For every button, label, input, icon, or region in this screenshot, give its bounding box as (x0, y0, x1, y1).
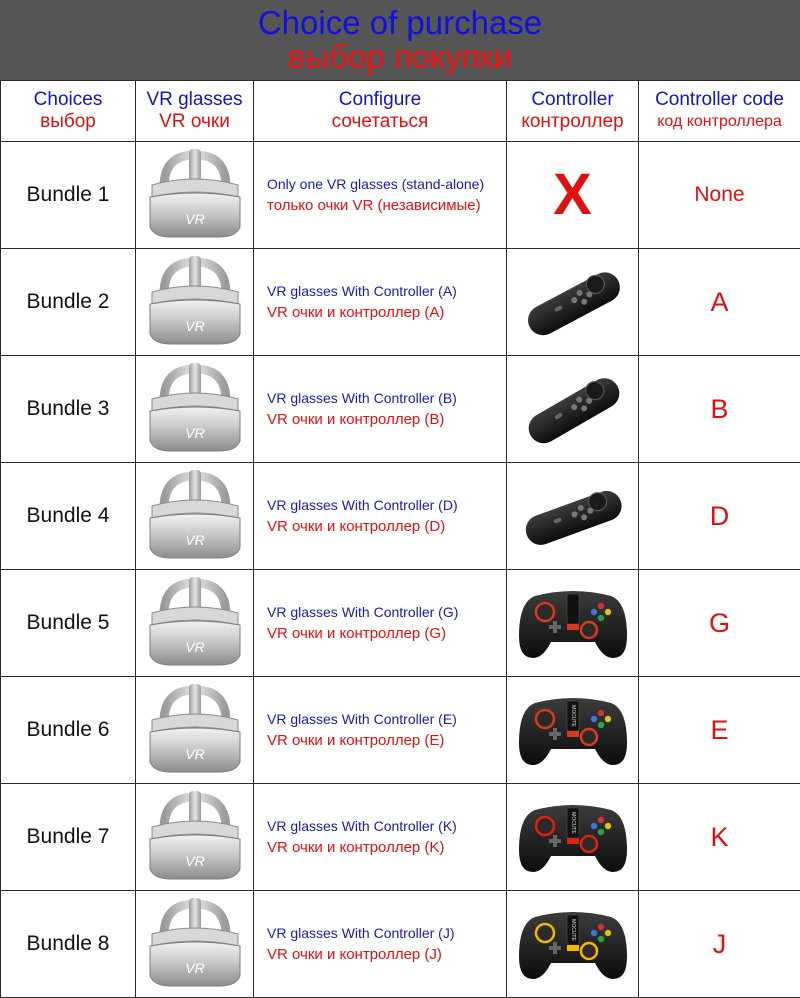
vr-logo-text: VR (185, 746, 204, 762)
gamepad-e-icon (515, 689, 631, 771)
config-russian: VR очки и контроллер (G) (267, 623, 506, 645)
header-controller (507, 81, 639, 142)
config-russian: VR очки и контроллер (D) (267, 516, 506, 538)
configure-cell (254, 891, 507, 998)
config-english: VR glasses With Controller (J) (267, 922, 506, 944)
config-english: VR glasses With Controller (D) (267, 494, 506, 516)
vr-glasses-cell (136, 891, 254, 998)
controller-brand-text: MOCUTE (570, 812, 576, 834)
controller-cell (507, 249, 639, 356)
header-vr-glasses (136, 81, 254, 142)
table-row (1, 784, 800, 891)
bundle-label: Bundle 7 (1, 784, 136, 891)
config-russian: только очки VR (независимые) (267, 195, 506, 217)
controller-cell (507, 677, 639, 784)
vr-goggles-icon (140, 896, 250, 992)
vr-glasses-cell (136, 249, 254, 356)
bundle-label: Bundle 8 (1, 891, 136, 998)
controller-cell (507, 142, 639, 249)
table-row (1, 677, 800, 784)
bundle-label: Bundle 2 (1, 249, 136, 356)
bundle-label: Bundle 4 (1, 463, 136, 570)
vr-goggles-icon (140, 789, 250, 885)
controller-code: B (639, 356, 800, 463)
vr-goggles-icon (140, 361, 250, 457)
config-english: VR glasses With Controller (K) (267, 815, 506, 837)
remote-controller-d-icon (513, 471, 633, 561)
controller-code: J (639, 891, 800, 998)
vr-logo-text: VR (185, 639, 204, 655)
controller-cell (507, 891, 639, 998)
vr-goggles-icon (140, 468, 250, 564)
bundle-label: Bundle 5 (1, 570, 136, 677)
vr-goggles-icon (140, 682, 250, 778)
title-banner (0, 0, 800, 80)
gamepad-j-icon (515, 903, 631, 985)
vr-logo-text: VR (185, 211, 204, 227)
header-controller-code (639, 81, 800, 142)
config-russian: VR очки и контроллер (A) (267, 302, 506, 324)
controller-cell (507, 570, 639, 677)
header-controller-ru: контроллер (507, 111, 638, 133)
configure-cell (254, 142, 507, 249)
table-header-row (1, 81, 800, 142)
configure-cell (254, 463, 507, 570)
vr-goggles-icon (140, 147, 250, 243)
vr-glasses-cell (136, 784, 254, 891)
bundle-table (0, 80, 800, 998)
controller-code: K (639, 784, 800, 891)
config-russian: VR очки и контроллер (J) (267, 944, 506, 966)
config-russian: VR очки и контроллер (B) (267, 409, 506, 431)
vr-glasses-cell (136, 677, 254, 784)
header-controller-code-ru: код контроллера (639, 111, 800, 133)
vr-logo-text: VR (185, 425, 204, 441)
controller-code: None (639, 142, 800, 249)
controller-code: E (639, 677, 800, 784)
controller-brand-text: MOCUTE (570, 919, 576, 941)
vr-goggles-icon (140, 575, 250, 671)
header-controller-code-en: Controller code (639, 89, 800, 111)
configure-cell (254, 356, 507, 463)
config-english: VR glasses With Controller (G) (267, 601, 506, 623)
vr-logo-text: VR (185, 960, 204, 976)
configure-cell (254, 249, 507, 356)
header-choices (1, 81, 136, 142)
header-configure-en: Configure (254, 89, 506, 111)
title-russian: выбор покупки (0, 38, 800, 76)
header-choices-en: Choices (1, 89, 135, 111)
bundle-label: Bundle 6 (1, 677, 136, 784)
vr-logo-text: VR (185, 532, 204, 548)
configure-cell (254, 570, 507, 677)
table-row (1, 463, 800, 570)
vr-glasses-cell (136, 570, 254, 677)
controller-code: D (639, 463, 800, 570)
table-row (1, 356, 800, 463)
header-vr-glasses-en: VR glasses (136, 89, 253, 111)
controller-brand-text: MOCUTE (570, 705, 576, 727)
header-controller-en: Controller (507, 89, 638, 111)
header-choices-ru: выбор (1, 111, 135, 133)
remote-controller-a-icon (513, 257, 633, 347)
vr-logo-text: VR (185, 318, 204, 334)
configure-cell (254, 677, 507, 784)
bundle-label: Bundle 3 (1, 356, 136, 463)
gamepad-g-icon (515, 582, 631, 664)
vr-glasses-cell (136, 463, 254, 570)
vr-glasses-cell (136, 356, 254, 463)
vr-glasses-cell (136, 142, 254, 249)
remote-controller-b-icon (513, 364, 633, 454)
table-row (1, 570, 800, 677)
header-configure-ru: сочетаться (254, 111, 506, 133)
header-vr-glasses-ru: VR очки (136, 111, 253, 133)
controller-cell (507, 784, 639, 891)
gamepad-k-icon (515, 796, 631, 878)
controller-cell (507, 356, 639, 463)
controller-code: G (639, 570, 800, 677)
controller-cell (507, 463, 639, 570)
table-row (1, 891, 800, 998)
config-english: VR glasses With Controller (E) (267, 708, 506, 730)
vr-logo-text: VR (185, 853, 204, 869)
header-configure (254, 81, 507, 142)
config-russian: VR очки и контроллер (E) (267, 730, 506, 752)
config-english: VR glasses With Controller (B) (267, 387, 506, 409)
configure-cell (254, 784, 507, 891)
controller-code: A (639, 249, 800, 356)
vr-goggles-icon (140, 254, 250, 350)
config-russian: VR очки и контроллер (K) (267, 837, 506, 859)
title-english: Choice of purchase (0, 4, 800, 42)
bundle-label: Bundle 1 (1, 142, 136, 249)
none-x-icon: X (553, 162, 592, 227)
config-english: VR glasses With Controller (A) (267, 280, 506, 302)
table-row (1, 249, 800, 356)
config-english: Only one VR glasses (stand-alone) (267, 173, 506, 195)
table-row (1, 142, 800, 249)
